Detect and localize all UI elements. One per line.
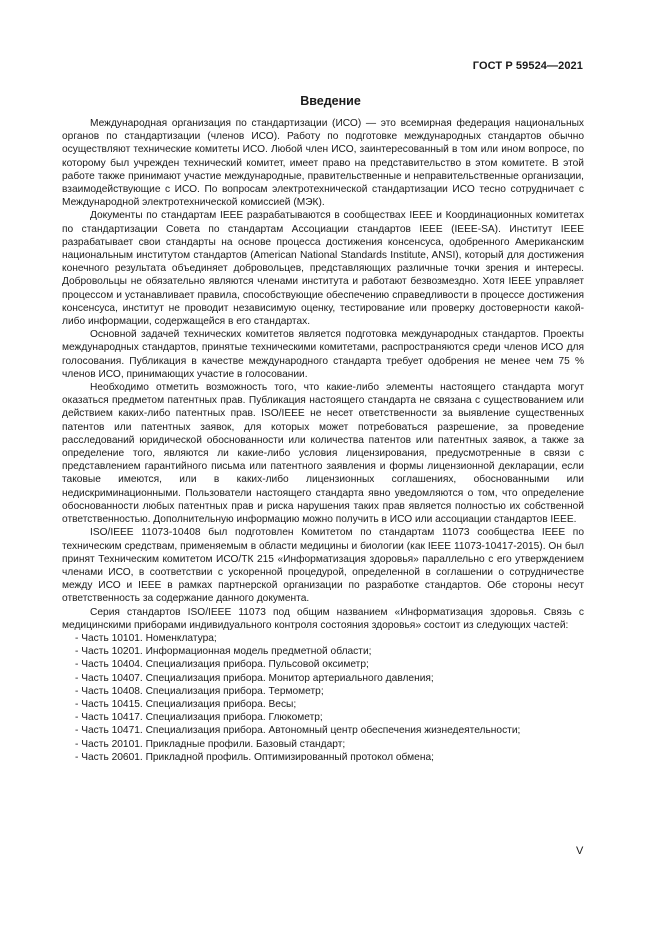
parts-list bbox=[62, 632, 584, 764]
page-number: V bbox=[576, 845, 584, 857]
list-item: - Часть 10407. Специализация прибора. Монитор артериального давления; bbox=[75, 672, 434, 684]
paragraph-committees: Основной задачей технических комитетов является подготовка международных стандартов. Проекты международных стандартов, принятые техническими комитетами, распространяются среди членов ИСО для голосования. Публикация в качестве международного стандарта требует одобрения не менее чем 75 % членов ИСО, принимающих участие в голосовании. bbox=[62, 329, 584, 380]
list-item: - Часть 10471. Специализация прибора. Автономный центр обеспечения жизнедеятельности; bbox=[75, 725, 521, 737]
list-item: - Часть 10408. Специализация прибора. Термометр; bbox=[75, 685, 324, 697]
document-body bbox=[62, 117, 584, 764]
paragraph-ieee: Документы по стандартам IEEE разрабатываются в сообществах IEEE и Координационных комитетах по стандартизации Совета по стандартам Ассоциации стандартов IEEE (IEEE-SA). Институт IEEE разрабатывает свои стандарты на основе процесса достижения консенсуса, одобренного Американским национальным институтом стандартов (American National Standards Institute, ANSI), который для достижения конечного результата объединяет добровольцев, представляющих различные точки зрения и интересы. Добровольцы не обязательно являются членами института и работают безвозмездно. Хотя IEEE управляет процессом и устанавливает правила, способствующие обеспечению справедливости в процессе достижения консенсуса, институт не проводит независимую оценку, тестирование или проверку достоверности какой-либо информации, содержащейся в его стандартах. bbox=[62, 210, 584, 328]
standard-designation: ГОСТ Р 59524—2021 bbox=[472, 60, 583, 72]
list-item: - Часть 10415. Специализация прибора. Весы; bbox=[75, 698, 297, 710]
paragraph-patents: Необходимо отметить возможность того, что какие-либо элементы настоящего стандарта могут оказаться предметом патентных прав. Публикация настоящего стандарта не связана с существованием или действием каких-либо патентных прав. ISO/IEEE не несет ответственности за выявление существенных патентов или патентных заявок, для которых может потребоваться разрешение, за проведение расследований юридической обоснованности или количества патентов или патентных заявок, а также за определение того, являются ли какие-либо условия лицензирования, предусмотренные в связи с представлением гарантийного письма или патентного заявления и формы лицензионной декларации, если таковые имеются, или в каких-либо лицензионных соглашениях, обоснованными или недискриминационными. Пользователи настоящего стандарта явно уведомляются о том, что определение обоснованности любых патентных прав и риска нарушения таких прав является полностью их собственной ответственностью. Дополнительную информацию можно получить в ИСО или ассоциации стандартов IEEE. bbox=[62, 382, 584, 526]
paragraph-series: Серия стандартов ISO/IEEE 11073 под общим названием «Информатизация здоровья. Связь с медицинскими приборами индивидуального контроля состояния здоровья» состоит из следующих частей: bbox=[62, 606, 584, 631]
list-item: - Часть 10417. Специализация прибора. Глюкометр; bbox=[75, 712, 323, 724]
section-title: Введение bbox=[300, 94, 361, 108]
list-item: - Часть 20601. Прикладной профиль. Оптимизированный протокол обмена; bbox=[75, 751, 434, 763]
paragraph-iso: Международная организация по стандартизации (ИСО) — это всемирная федерация национальных органов по стандартизации (членов ИСО). Работу по подготовке международных стандартов обычно осуществляют технические комитеты ИСО. Любой член ИСО, заинтересованный в том или ином вопросе, по которому был учрежден технический комитет, имеет право на представительство в этом комитете. В этой работе также принимают участие международные, правительственные и неправительственные организации, взаимодействующие с ИСО. По вопросам электротехнической стандартизации ИСО тесно сотрудничает с Международной электротехнической комиссией (МЭК). bbox=[62, 118, 584, 209]
paragraph-preparation: ISO/IEEE 11073-10408 был подготовлен Комитетом по стандартам 11073 сообщества IEEE по техническим средствам, применяемым в области медицины и биологии (как IEEE 11073-10417-2015). Он был принят Техническим комитетом ИСО/ТК 215 «Информатизация здоровья» параллельно с его утверждением членами ИСО, в соответствии с ускоренной процедурой, определенной в соглашении о сотрудничестве между ИСО и IEEE в рамках партнерской организации по разработке стандартов. Обе стороны несут ответственность за содержание данного документа. bbox=[62, 527, 584, 605]
list-item: - Часть 10101. Номенклатура; bbox=[75, 632, 217, 644]
list-item: - Часть 20101. Прикладные профили. Базовый стандарт; bbox=[75, 738, 346, 750]
list-item: - Часть 10404. Специализация прибора. Пульсовой оксиметр; bbox=[75, 659, 369, 671]
list-item: - Часть 10201. Информационная модель предметной области; bbox=[75, 646, 372, 658]
